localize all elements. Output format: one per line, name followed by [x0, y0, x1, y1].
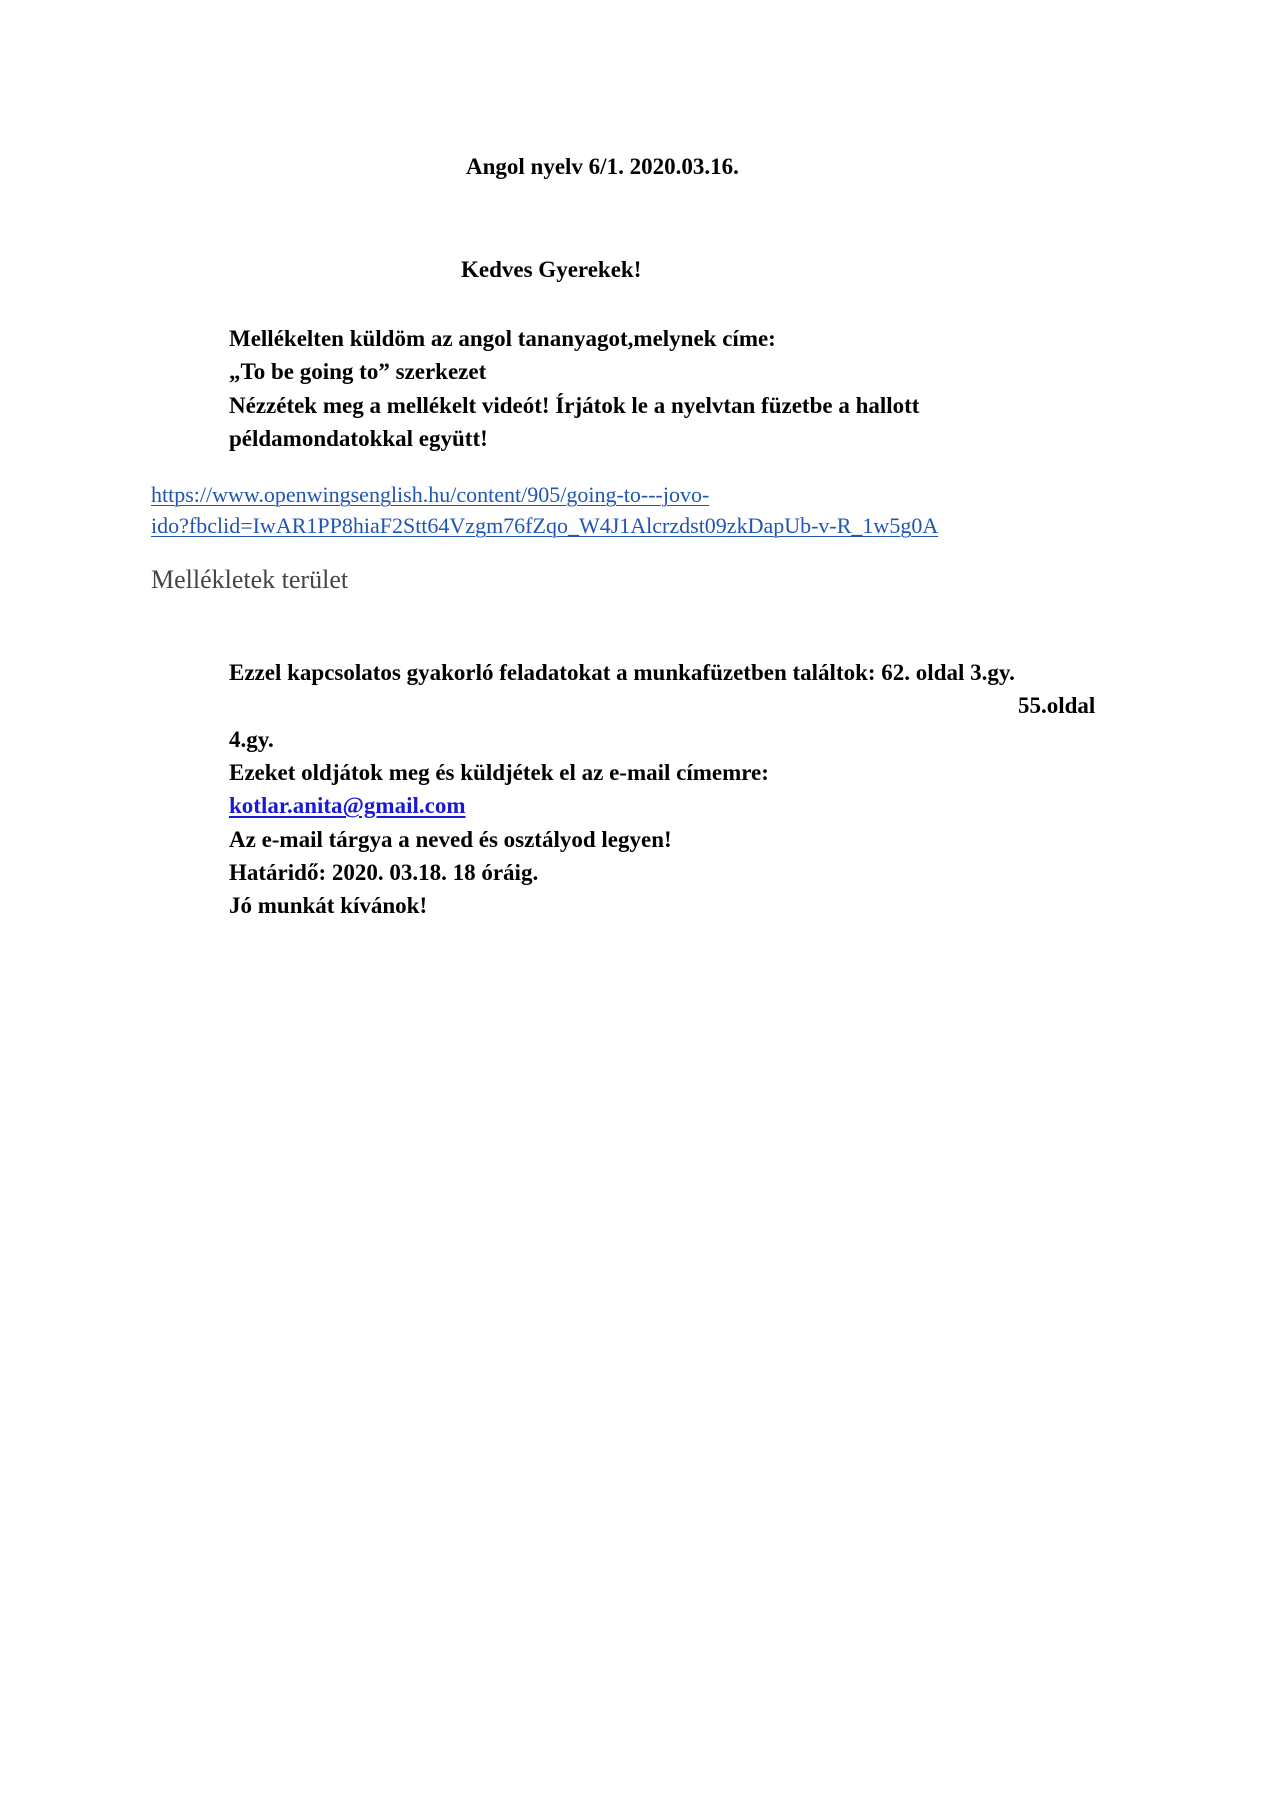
intro-line-2: „To be going to” szerkezet	[229, 359, 487, 384]
intro-line-3: Nézzétek meg a mellékelt videót! Írjátok le a nyelvtan füzetbe a hallott	[229, 393, 920, 418]
tasks-line-4: Ezeket oldjátok meg és küldjétek el az e-mail címemre:	[229, 760, 769, 785]
video-link-line-2[interactable]: ido?fbclid=IwAR1PP8hiaF2Stt64Vzgm76fZqo_W4J1Alcrzdst09zkDapUb-v-R_1w5g0A	[151, 513, 939, 538]
tasks-line-7: Határidő: 2020. 03.18. 18 óráig.	[229, 860, 539, 885]
greeting: Kedves Gyerekek!	[461, 257, 642, 282]
intro-line-1: Mellékelten küldöm az angol tananyagot,melynek címe:	[229, 326, 776, 351]
video-link-line-1[interactable]: https://www.openwingsenglish.hu/content/905/going-to---jovo-	[151, 482, 710, 507]
tasks-line-6: Az e-mail tárgya a neved és osztályod legyen!	[229, 827, 672, 852]
page-title: Angol nyelv 6/1. 2020.03.16.	[466, 154, 739, 179]
tasks-line-8: Jó munkát kívánok!	[229, 893, 428, 918]
tasks-line-2: 55.oldal	[1018, 693, 1096, 718]
tasks-line-3: 4.gy.	[229, 727, 274, 752]
intro-line-4: példamondatokkal együtt!	[229, 426, 488, 451]
email-link[interactable]: kotlar.anita@gmail.com	[229, 793, 466, 818]
attachments-heading: Mellékletek terület	[151, 565, 349, 594]
tasks-line-1: Ezzel kapcsolatos gyakorló feladatokat a munkafüzetben találtok: 62. oldal 3.gy.	[229, 660, 1015, 685]
